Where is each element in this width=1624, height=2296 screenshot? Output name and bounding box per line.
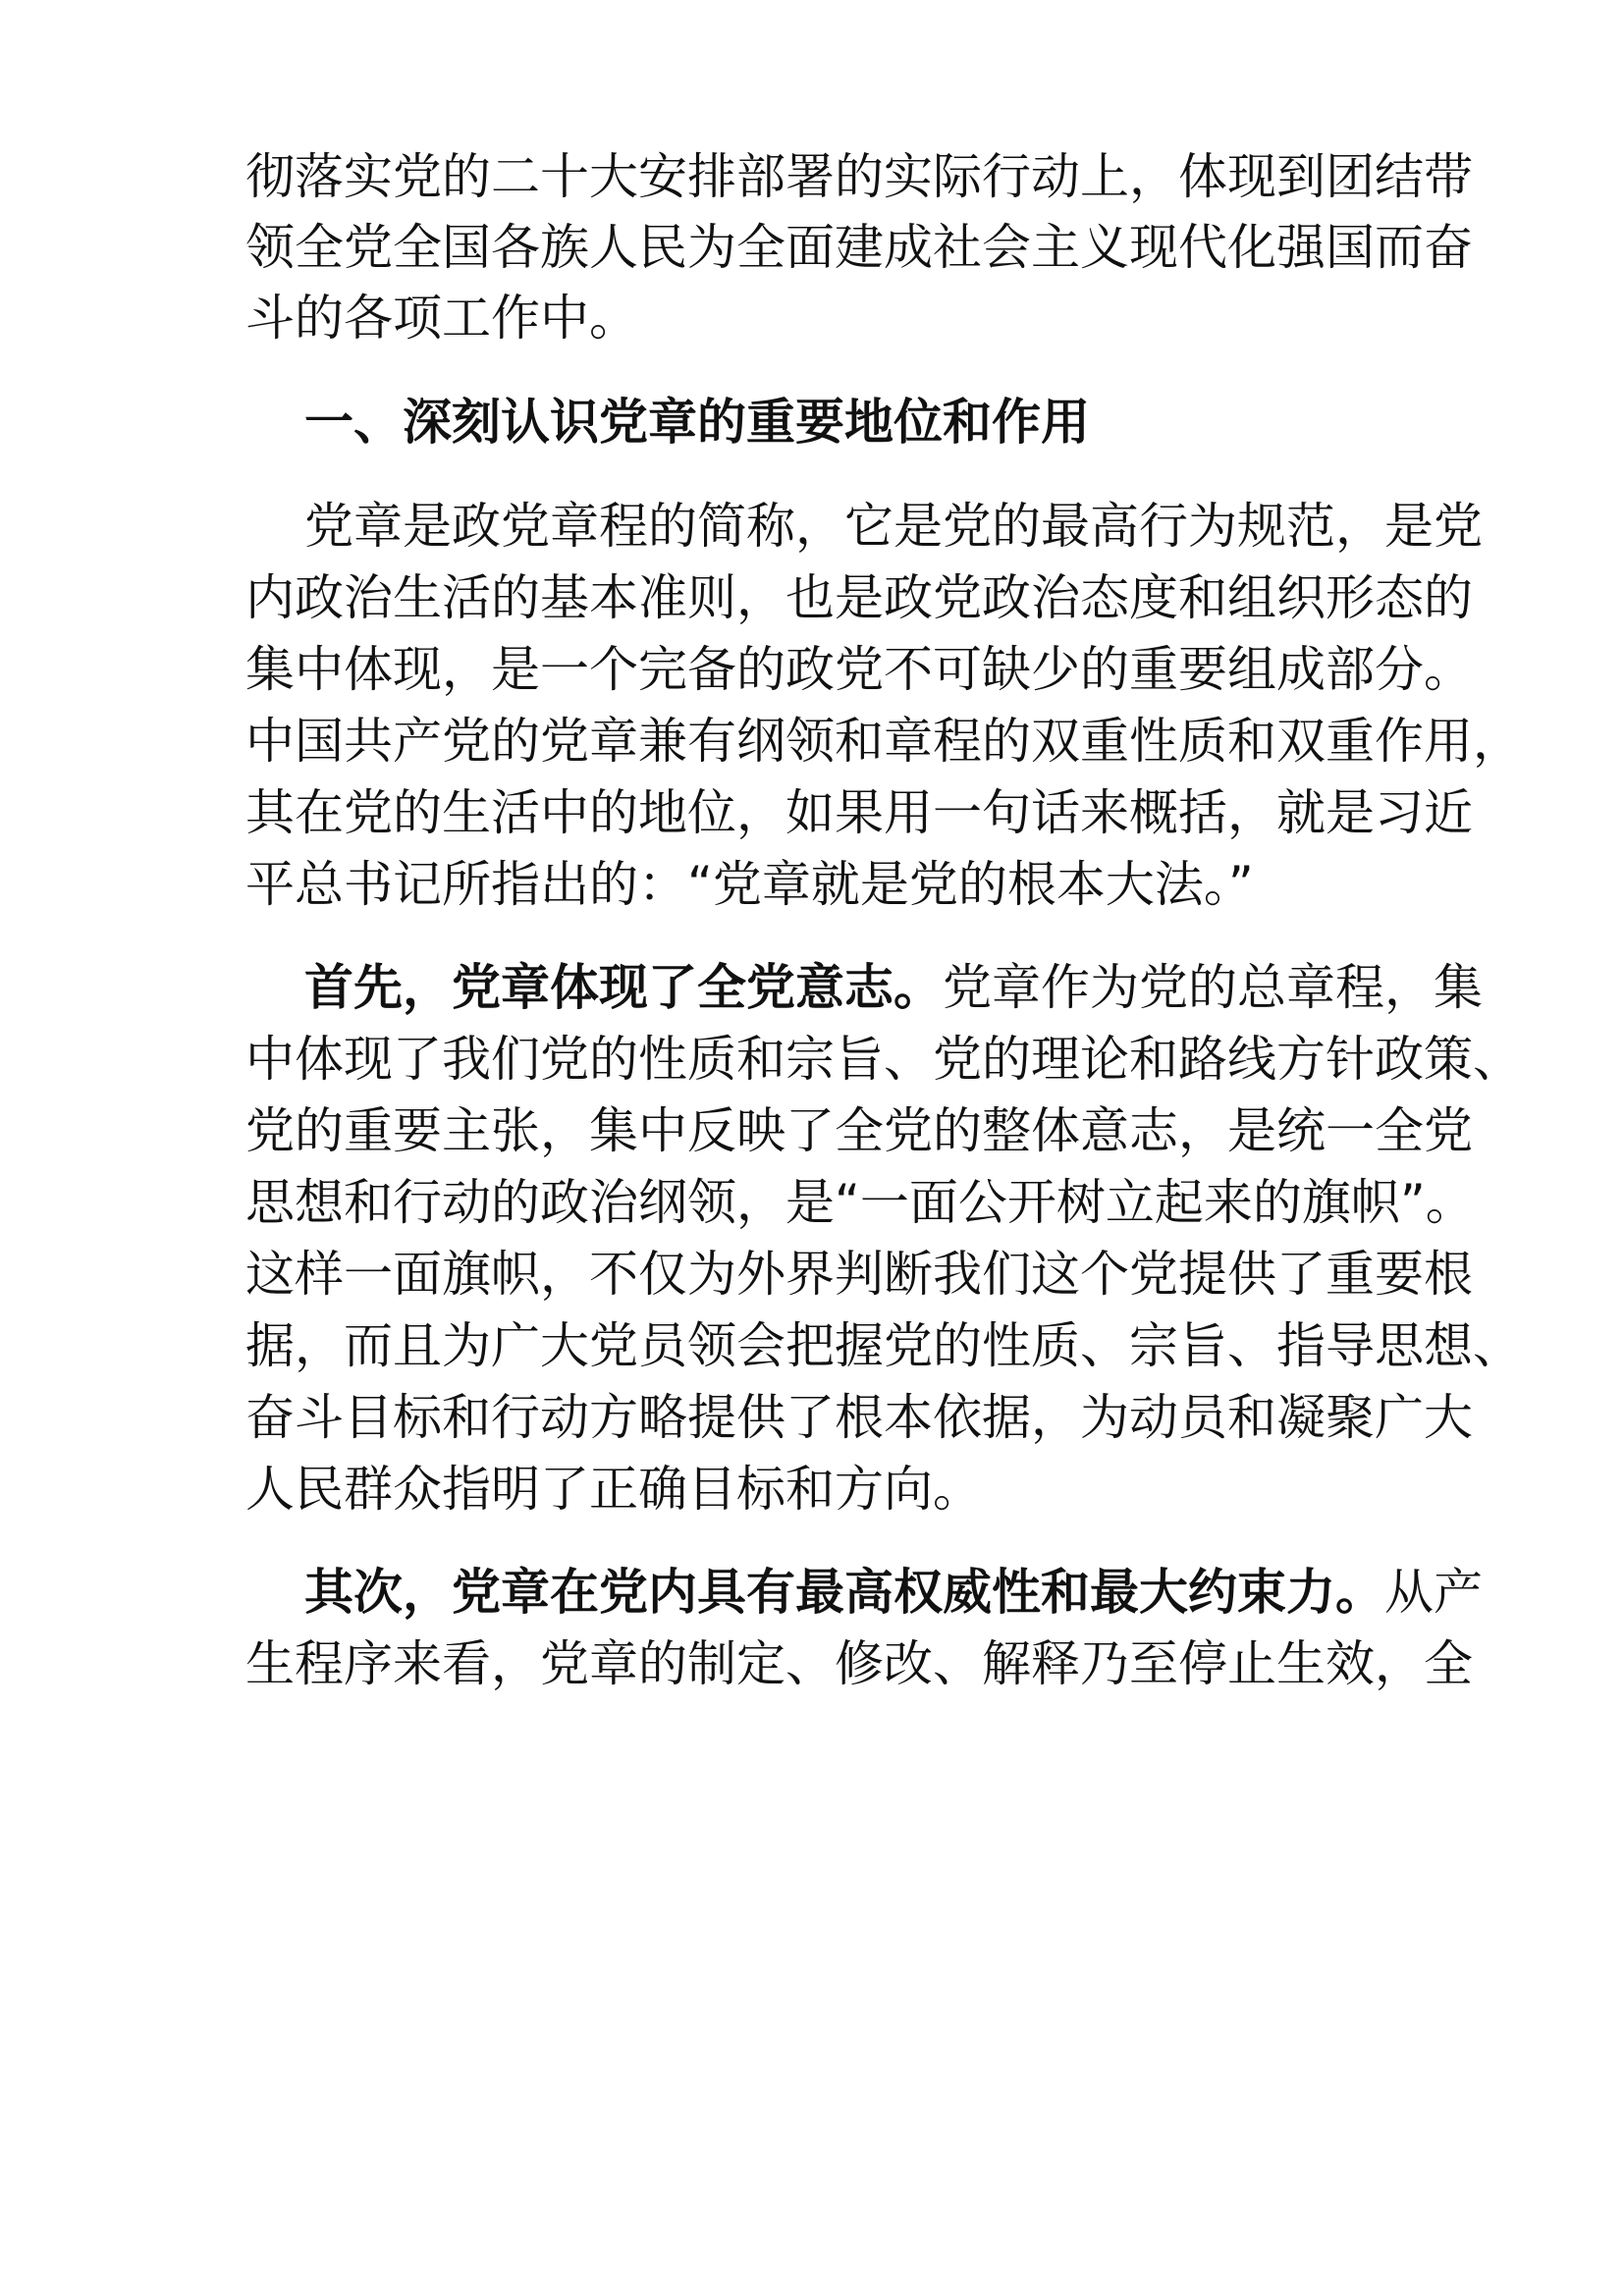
para2-line-1 [304,948,1483,1027]
para2-line-2: 中体现了我们党的性质和宗旨、党的理论和路线方针政策、 [245,1031,1522,1088]
para2-line-4: 思想和行动的政治纲领，是“一面公开树立起来的旗帜”。 [245,1174,1475,1231]
para2-line-8: 人民群众指明了正确目标和方向。 [245,1461,982,1518]
para1-line-4: 中国共产党的党章兼有纲领和章程的双重性质和双重作用， [245,713,1522,770]
para2-line-7: 奋斗目标和行动方略提供了根本依据，为动员和凝聚广大 [245,1389,1473,1446]
para1-line-3: 集中体现，是一个完备的政党不可缺少的重要组成部分。 [245,641,1473,698]
intro-line-1: 彻落实党的二十大安排部署的实际行动上，体现到团结带 [245,148,1473,205]
para2-lead-bold: 首先，党章体现了全党意志。 [304,959,943,1016]
para2-line-6: 据，而且为广大党员领会把握党的性质、宗旨、指导思想、 [245,1317,1522,1374]
para3-line-1 [304,1553,1483,1631]
intro-line-2: 领全党全国各族人民为全面建成社会主义现代化强国而奋 [245,219,1473,276]
para1-line-1: 党章是政党章程的简称，它是党的最高行为规范，是党 [304,498,1483,555]
para1-line-6: 平总书记所指出的：“党章就是党的根本大法。” [245,856,1254,913]
para2-line-3: 党的重要主张，集中反映了全党的整体意志，是统一全党 [245,1102,1473,1159]
section-heading: 一、深刻认识党章的重要地位和作用 [304,394,1090,451]
para1-line-5: 其在党的生活中的地位，如果用一句话来概括，就是习近 [245,784,1473,841]
para3-lead-bold: 其次，党章在党内具有最高权威性和最大约束力。 [304,1564,1384,1621]
para3-line-2: 生程序来看，党章的制定、修改、解释乃至停止生效，全 [245,1635,1473,1692]
para2-lead-rest: 党章作为党的总章程，集 [943,959,1483,1016]
para1-line-2: 内政治生活的基本准则，也是政党政治态度和组织形态的 [245,569,1473,626]
para2-line-5: 这样一面旗帜，不仅为外界判断我们这个党提供了重要根 [245,1246,1473,1303]
intro-line-3: 斗的各项工作中。 [245,290,638,347]
para3-lead-rest: 从产 [1384,1564,1483,1621]
